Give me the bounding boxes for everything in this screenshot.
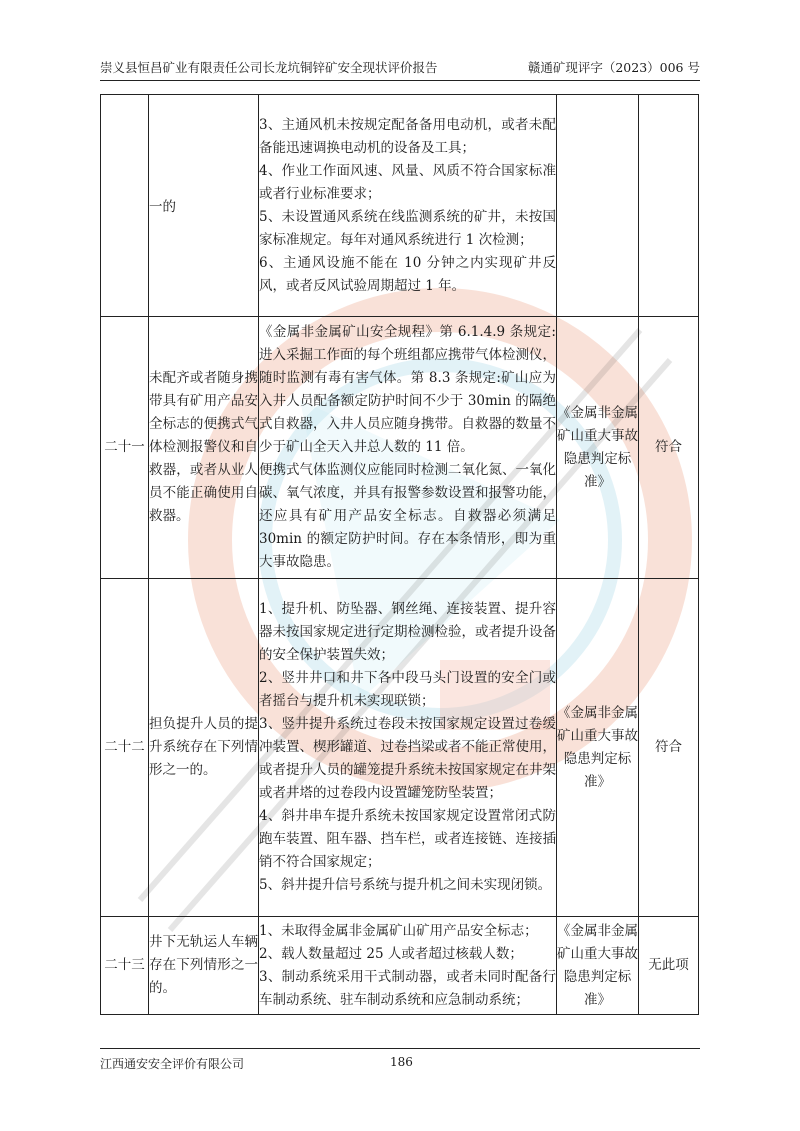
row-number: 二十一 <box>101 317 149 579</box>
table-row <box>101 317 699 579</box>
content-paragraph: 5、斜井提升信号系统与提升机之间未实现闭锁。 <box>259 877 552 893</box>
content-paragraph: 5、未设置通风系统在线监测系统的矿井，未按国家标准规定。每年对通风系统进行 1 次检测； <box>259 208 556 248</box>
report-title: 崇义县恒昌矿业有限责任公司长龙坑铜锌矿安全现状评价报告 <box>100 60 438 75</box>
content-paragraph: 3、制动系统采用干式制动器，或者未同时配备行车制动系统、驻车制动系统和应急制动系统； <box>259 968 556 1008</box>
page-footer <box>100 1048 700 1071</box>
hazard-item: 井下无轨运人车辆存在下列情形之一的。 <box>149 917 259 1015</box>
hazard-item: 未配齐或者随身携带具有矿用产品安全标志的便携式气体检测报警仪和自救器，或者从业人员不能正确使用自救器。 <box>149 317 259 579</box>
content-paragraph: 4、斜井串车提升系统未按国家规定设置常闭式防跑车装置、阻车器、挡车栏，或者连接链、连接插销不符合国家规定； <box>259 808 556 870</box>
check-content <box>259 579 557 917</box>
table-row <box>101 917 699 1015</box>
check-content <box>259 917 557 1015</box>
check-result: 符合 <box>639 579 699 917</box>
row-number: 二十二 <box>101 579 149 917</box>
row-number <box>101 95 149 317</box>
basis-standard: 《金属非金属矿山重大事故隐患判定标准》 <box>557 917 639 1015</box>
content-paragraph: 1、未取得金属非金属矿山矿用产品安全标志； <box>259 922 538 939</box>
footer-company: 江西通安安全评价有限公司 <box>100 1057 245 1071</box>
content-paragraph: 3、竖井提升系统过卷段未按国家规定设置过卷缓冲装置、楔形罐道、过卷挡梁或者不能正常使用，或者提升人员的罐笼提升系统未按国家规定在井架或者井塔的过卷段内设置罐笼防坠装置； <box>259 716 556 801</box>
check-content <box>259 95 557 317</box>
content-paragraph: 便携式气体监测仪应能同时检测二氧化氮、一氧化碳、氧气浓度，并具有报警参数设置和报警功能，还应具有矿用产品安全标志。自救器必须满足 30min 的额定防护时间。存在本条情形，即为重大事故隐患。 <box>259 462 556 570</box>
page-number: 186 <box>390 1055 413 1069</box>
hazard-item: 担负提升人员的提升系统存在下列情形之一的。 <box>149 579 259 917</box>
content-paragraph: 6、主通风设施不能在 10 分钟之内实现矿井反风，或者反风试验周期超过 1 年。 <box>259 254 556 294</box>
check-result: 无此项 <box>639 917 699 1015</box>
table-row <box>101 95 699 317</box>
check-result: 符合 <box>639 317 699 579</box>
basis-standard <box>557 95 639 317</box>
table-row <box>101 579 699 917</box>
content-paragraph: 2、竖井井口和井下各中段马头门设置的安全门或者摇台与提升机未实现联锁； <box>259 670 556 709</box>
check-result <box>639 95 699 317</box>
report-number: 赣通矿现评字（2023）006 号 <box>527 60 700 75</box>
check-content <box>259 317 557 579</box>
basis-standard: 《金属非金属矿山重大事故隐患判定标准》 <box>557 579 639 917</box>
content-paragraph: 1、提升机、防坠器、钢丝绳、连接装置、提升容器未按国家规定进行定期检测检验，或者提升设备的安全保护装置失效； <box>259 601 556 663</box>
hazard-item <box>149 95 259 317</box>
hazard-table <box>100 94 699 1015</box>
hazard-item-text: 一的 <box>149 199 176 215</box>
content-paragraph: 3、主通风机未按规定配备备用电动机，或者未配备能迅速调换电动机的设备及工具； <box>259 116 556 156</box>
basis-standard: 《金属非金属矿山重大事故隐患判定标准》 <box>557 317 639 579</box>
content-paragraph: 2、载人数量超过 25 人或者超过核载人数； <box>259 945 523 962</box>
row-number: 二十三 <box>101 917 149 1015</box>
page-header <box>100 52 700 81</box>
content-paragraph: 4、作业工作面风速、风量、风质不符合国家标准或者行业标准要求； <box>259 162 556 202</box>
content-paragraph: 《金属非金属矿山安全规程》第 6.1.4.9 条规定:进入采掘工作面的每个班组都应携带气体检测仪，随时监测有毒有害气体。第 8.3 条规定:矿山应为入井人员配备额定防护时间不少于 30min 的隔绝式自救器，入井人员应随身携带。自救器的数量不少于矿山全天入井总人数的 11 倍。 <box>259 324 556 455</box>
